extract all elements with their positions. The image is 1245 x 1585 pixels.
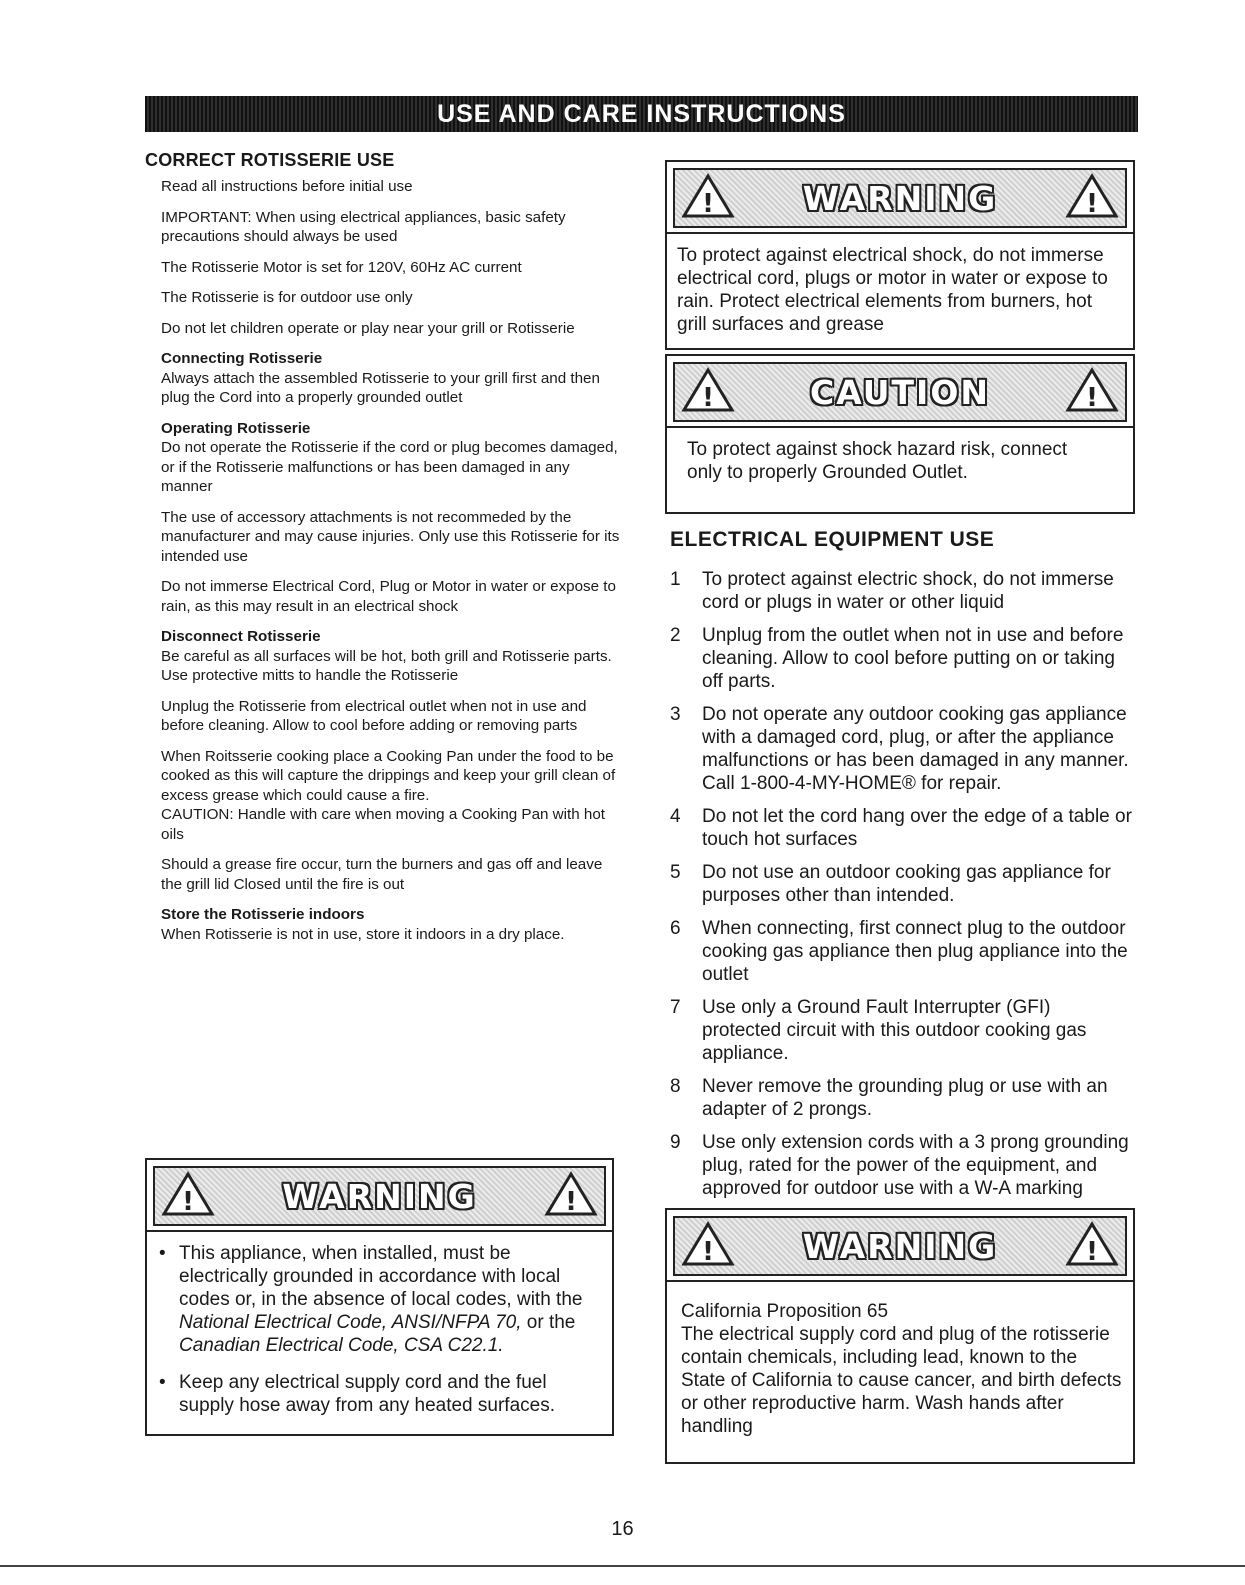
paragraph-immerse: Do not immerse Electrical Cord, Plug or Motor in water or expose to rain, as this may result in an electrical shock (161, 578, 616, 615)
warning-triangle-icon (161, 1171, 215, 1217)
warning-triangle-icon (1065, 173, 1119, 219)
list-item (668, 805, 1134, 851)
left-column (145, 150, 620, 955)
warning-body (667, 1282, 1133, 1450)
grounding-warning-box (145, 1158, 614, 1436)
caution-header (673, 362, 1127, 422)
disconnect-text: Be careful as all surfaces will be hot, both grill and Rotisserie parts. Use protective mitts to handle the Rotisserie (161, 647, 612, 684)
bullet-icon: • (159, 1372, 166, 1393)
warning-triangle-icon (544, 1171, 598, 1217)
list-item-text: Use only extension cords with a 3 prong grounding plug, rated for the power of the equipment, and approved for outdoor use with a W-A marking (702, 1132, 1129, 1199)
warning-bullet-text: This appliance, when installed, must be electrically grounded in accordance with local codes or, in the absence of local codes, with the (179, 1243, 583, 1310)
svg-text:!: ! (182, 1187, 194, 1217)
svg-text:!: ! (565, 1187, 577, 1217)
list-item-text: Do not let the cord hang over the edge of a table or touch hot surfaces (702, 806, 1132, 850)
caution-body: To protect against shock hazard risk, connect only to properly Grounded Outlet. (687, 439, 1068, 483)
list-item-number: 2 (670, 625, 681, 646)
svg-text:!: ! (1086, 189, 1098, 219)
svg-text:!: ! (1086, 1237, 1098, 1267)
warning-header (673, 168, 1127, 228)
svg-text:!: ! (1086, 383, 1098, 413)
caution-title: CAUTION (810, 372, 990, 412)
prop65-warning-box (665, 1208, 1135, 1464)
electrical-list (668, 568, 1134, 1200)
disconnect-section (161, 627, 620, 686)
caution-box (665, 354, 1135, 514)
warning-title: WARNING (802, 1226, 998, 1266)
rotisserie-heading: CORRECT ROTISSERIE USE (145, 150, 395, 170)
operating-title: Operating Rotisserie (161, 419, 311, 437)
list-item (668, 624, 1134, 693)
bullet-icon: • (159, 1243, 166, 1264)
page-number: 16 (611, 1518, 634, 1540)
list-item-number: 9 (670, 1132, 681, 1153)
list-item-number: 4 (670, 806, 681, 827)
svg-text:!: ! (702, 383, 714, 413)
warning-body (147, 1232, 612, 1443)
warning-bullet-grounded (157, 1242, 602, 1357)
list-item-number: 7 (670, 997, 681, 1018)
list-item (668, 917, 1134, 986)
list-item-text: When connecting, first connect plug to the outdoor cooking gas appliance then plug appliance into the outlet (702, 918, 1128, 985)
list-item-number: 1 (670, 569, 681, 590)
warning-header (153, 1166, 606, 1226)
list-item-text: To protect against electric shock, do not immerse cord or plugs in water or other liquid (702, 569, 1114, 613)
connecting-title: Connecting Rotisserie (161, 350, 323, 367)
electrical-heading: ELECTRICAL EQUIPMENT USE (670, 528, 995, 551)
warning-triangle-icon (681, 367, 735, 413)
disconnect-title: Disconnect Rotisserie (161, 628, 321, 645)
list-item-text: Unplug from the outlet when not in use and before cleaning. Allow to cool before putting on or taking off parts. (702, 625, 1124, 692)
list-item (668, 1131, 1134, 1200)
connecting-section (161, 349, 620, 408)
warning-triangle-icon (1065, 367, 1119, 413)
electrical-shock-warning-box (665, 160, 1135, 350)
paragraph-accessory: The use of accessory attachments is not recommeded by the manufacturer and may cause injuries. Only use this Rotisserie for its intended use (161, 508, 620, 565)
code-reference: National Electrical Code, ANSI/NFPA 70, (179, 1312, 522, 1333)
list-item (668, 996, 1134, 1065)
connecting-text: Always attach the assembled Rotisserie to your grill first and then plug the Cord into a properly grounded outlet (161, 369, 600, 406)
list-item-text: Do not use an outdoor cooking gas appliance for purposes other than intended. (702, 862, 1111, 906)
electrical-equipment-section (668, 528, 1134, 1210)
list-item (668, 703, 1134, 795)
paragraph-read-instructions: Read all instructions before initial use (161, 178, 413, 195)
paragraph-unplug: Unplug the Rotisserie from electrical outlet when not in use and before cleaning. Allow to cool before adding or removing parts (161, 697, 587, 734)
store-text: When Rotisserie is not in use, store it indoors in a dry place. (161, 925, 565, 943)
paragraph-children: Do not let children operate or play near your grill or Rotisserie (161, 319, 575, 337)
warning-bullet-text: or the (521, 1312, 576, 1333)
list-item-text: Do not operate any outdoor cooking gas appliance with a damaged cord, plug, or after the appliance malfunctions or has been damaged in any manner. Call 1-800-4-MY-HOME® for repair. (702, 704, 1129, 794)
list-item-number: 8 (670, 1076, 681, 1097)
warning-header (673, 1216, 1127, 1276)
list-item-number: 6 (670, 918, 681, 939)
list-item-number: 5 (670, 862, 681, 883)
prop65-title: California Proposition 65 (681, 1301, 889, 1322)
page-header-banner (145, 96, 1138, 132)
warning-triangle-icon (681, 1221, 735, 1267)
svg-text:!: ! (702, 189, 714, 219)
warning-triangle-icon (1065, 1221, 1119, 1267)
code-reference: Canadian Electrical Code, CSA C22.1. (179, 1335, 504, 1356)
warning-title: WARNING (282, 1176, 477, 1216)
bottom-rule (0, 1565, 1245, 1567)
paragraph-outdoor-use: The Rotisserie is for outdoor use only (161, 289, 413, 306)
warning-bullet-cord (157, 1371, 602, 1417)
operating-section (161, 419, 620, 497)
list-item-number: 3 (670, 704, 681, 725)
list-item (668, 1075, 1134, 1121)
page-header-title: USE AND CARE INSTRUCTIONS (437, 99, 846, 128)
warning-title: WARNING (802, 178, 998, 218)
paragraph-motor-voltage: The Rotisserie Motor is set for 120V, 60Hz AC current (161, 258, 522, 276)
paragraph-cooking-pan: When Roitsserie cooking place a Cooking Pan under the food to be cooked as this will capture the drippings and keep your grill clean of excess grease which could cause a fire. (161, 747, 616, 804)
paragraph-caution-pan: CAUTION: Handle with care when moving a Cooking Pan with hot oils (161, 806, 606, 843)
list-item (668, 861, 1134, 907)
operating-text: Do not operate the Rotisserie if the cord or plug becomes damaged, or if the Rotisserie malfunctions or has been damaged in any manner (161, 439, 618, 495)
prop65-text: The electrical supply cord and plug of the rotisserie contain chemicals, including lead, known to the State of California to cause cancer, and birth defects or other reproductive harm. Wash hands after handling (681, 1324, 1122, 1437)
list-item-text: Use only a Ground Fault Interrupter (GFI) protected circuit with this outdoor cooking gas appliance. (702, 997, 1087, 1064)
paragraph-grease-fire: Should a grease fire occur, turn the burners and gas off and leave the grill lid Closed until the fire is out (161, 856, 603, 893)
store-section (161, 905, 620, 944)
list-item (668, 568, 1134, 614)
warning-body: To protect against electrical shock, do not immerse electrical cord, plugs or motor in water or expose to rain. Protect electrical elements from burners, hot grill surfaces and grease (677, 245, 1108, 335)
store-title: Store the Rotisserie indoors (161, 906, 365, 923)
warning-bullet-text: Keep any electrical supply cord and the fuel supply hose away from any heated surfaces. (179, 1372, 555, 1416)
svg-text:!: ! (702, 1237, 714, 1267)
warning-triangle-icon (681, 173, 735, 219)
list-item-text: Never remove the grounding plug or use with an adapter of 2 prongs. (702, 1076, 1108, 1120)
paragraph-important: IMPORTANT: When using electrical appliances, basic safety precautions should always be used (161, 208, 566, 245)
